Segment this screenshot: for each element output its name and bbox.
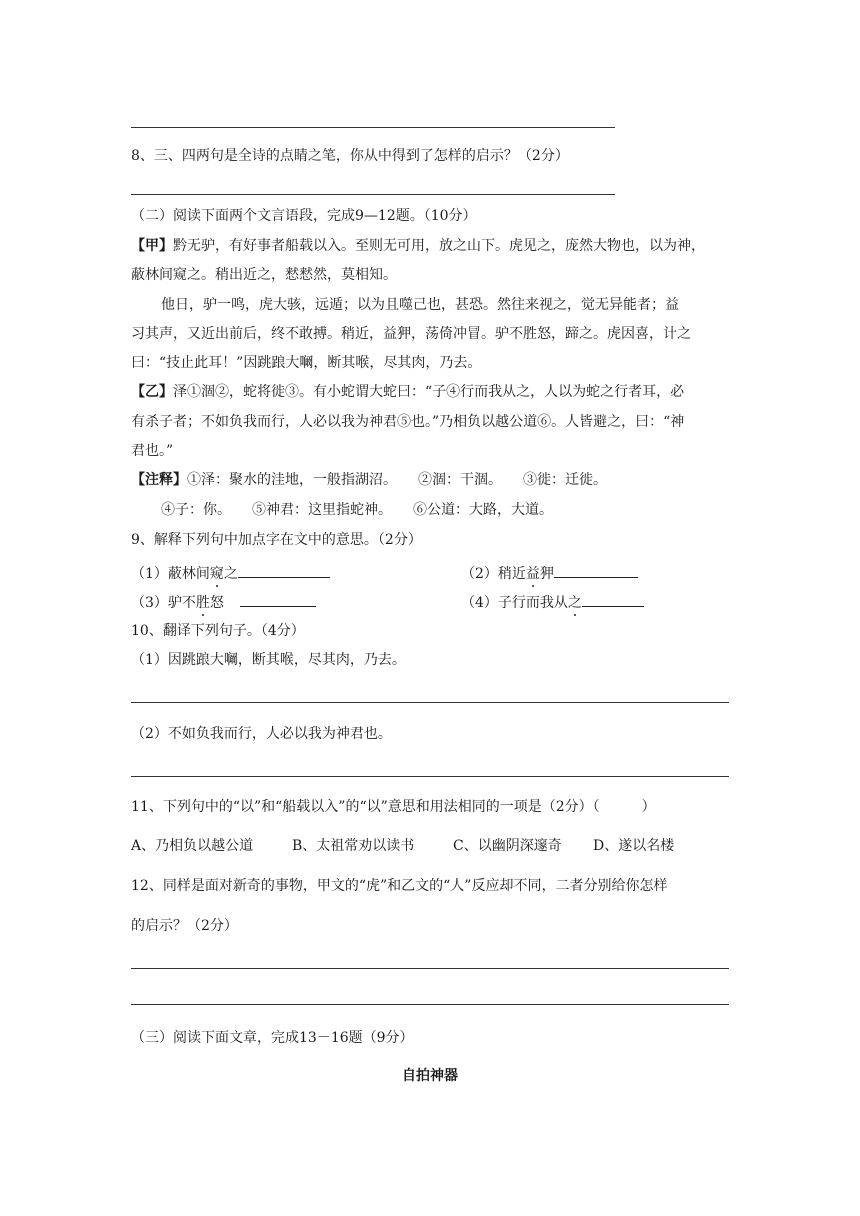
passage-yi-line-1 bbox=[131, 382, 684, 402]
q11-option-a: A、乃相负以越公道 bbox=[131, 838, 254, 854]
q9-item-text: 狎 bbox=[539, 566, 554, 582]
notes-line-2: ④子：你。 ⑤神君：这里指蛇神。 ⑥公道：大路，大道。 bbox=[161, 502, 553, 518]
passage-jia-text: 黔无驴，有好事者船载以入。至则无可用，放之山下。虎见之，庞然大物也，以为神， bbox=[173, 238, 705, 254]
q9-item-1 bbox=[131, 561, 330, 584]
notes-text: ①泽：聚水的洼地，一般指湖沼。 ②涸：干涸。 ③徙：迁徙。 bbox=[187, 472, 607, 488]
answer-line bbox=[131, 194, 615, 195]
passage-yi-line-3: 君也。” bbox=[131, 443, 174, 459]
section-2-heading: （二）阅读下面两个文言语段，完成9—12题。（10分） bbox=[131, 208, 477, 224]
passage-jia-line-2: 蔽林间窥之。稍出近之，慭慭然，莫相知。 bbox=[131, 267, 397, 283]
q9-item-2 bbox=[461, 561, 638, 584]
q9-item-text: （4）子行而我从 bbox=[461, 595, 568, 611]
q10-sentence-1: （1）因跳踉大㘎，断其喉，尽其肉，乃去。 bbox=[131, 652, 406, 668]
question-12-line-1: 12、同样是面对新奇的事物，甲文的“虎”和乙文的“人”反应却不同，二者分别给你怎样 bbox=[131, 878, 668, 894]
answer-line bbox=[131, 1004, 729, 1005]
question-10-prompt: 10、翻译下列句子。（4分） bbox=[131, 623, 305, 639]
answer-line bbox=[131, 702, 729, 703]
answer-line bbox=[131, 776, 729, 777]
question-11-prompt: 11、下列句中的“以”和“船载以入”的“以”意思和用法相同的一项是（2分）（ ） bbox=[131, 799, 656, 815]
passage-jia-line-3: 他日，驴一鸣，虎大骇，远遁；以为且噬己也，甚恐。然往来视之，觉无异能者；益 bbox=[161, 297, 679, 313]
passage-jia-line-5: 曰：“技止此耳！”因跳踉大㘎，断其喉，尽其肉，乃去。 bbox=[131, 355, 482, 371]
question-8-text: 8、三、四两句是全诗的点睛之笔，你从中得到了怎样的启示？（2分） bbox=[131, 148, 569, 164]
notes-line-1 bbox=[131, 470, 607, 490]
notes-label: 【注释】 bbox=[131, 472, 187, 488]
article-title: 自拍神器 bbox=[402, 1068, 458, 1084]
passage-yi-line-2: 有杀子者；不如负我而行，人必以我为神君⑤也。”乃相负以越公道⑥。人皆避之，曰：“神 bbox=[131, 414, 685, 430]
passage-yi-text: 泽①涸②，蛇将徙③。有小蛇谓大蛇曰：“子④行而我从之，人以为蛇之行者耳，必 bbox=[173, 384, 685, 400]
question-12-line-2: 的启示？（2分） bbox=[131, 918, 238, 934]
q9-item-4 bbox=[461, 590, 644, 613]
answer-line bbox=[131, 968, 729, 969]
dotted-char: 窥 bbox=[209, 566, 224, 582]
q9-item-text: （3）驴不 bbox=[131, 595, 196, 611]
dotted-char: 胜 bbox=[195, 595, 210, 611]
dotted-char: 益 bbox=[525, 566, 540, 582]
q9-item-3 bbox=[131, 590, 316, 613]
question-9-prompt: 9、解释下列句中加点字在文中的意思。（2分） bbox=[131, 532, 422, 548]
passage-jia-line-1 bbox=[131, 236, 705, 256]
q10-sentence-2: （2）不如负我而行，人必以我为神君也。 bbox=[131, 726, 392, 742]
q11-option-b: B、太祖常劝以读书 bbox=[292, 838, 415, 854]
fill-blank[interactable] bbox=[240, 590, 316, 607]
q9-item-text: 怒 bbox=[209, 595, 224, 611]
passage-jia-line-4: 习其声，又近出前后，终不敢搏。稍近，益狎，荡倚冲冒。驴不胜怒，蹄之。虎因喜，计之 bbox=[131, 326, 691, 342]
q11-option-c: C、以幽阴深邃奇 bbox=[453, 838, 562, 854]
passage-jia-label: 【甲】 bbox=[131, 238, 173, 254]
q9-item-text: （2）稍近 bbox=[461, 566, 526, 582]
q9-item-text: 之 bbox=[223, 566, 238, 582]
section-3-heading: （三）阅读下面文章，完成13－16题（9分） bbox=[131, 1030, 414, 1046]
q9-item-text: （1）蔽林间 bbox=[131, 566, 210, 582]
passage-yi-label: 【乙】 bbox=[131, 384, 173, 400]
dotted-char: 之 bbox=[567, 595, 582, 611]
fill-blank[interactable] bbox=[554, 561, 638, 578]
question-8 bbox=[131, 146, 569, 166]
q11-option-d: D、遂以名楼 bbox=[593, 838, 675, 854]
fill-blank[interactable] bbox=[582, 590, 644, 607]
fill-blank[interactable] bbox=[238, 561, 330, 578]
answer-line bbox=[131, 127, 615, 128]
